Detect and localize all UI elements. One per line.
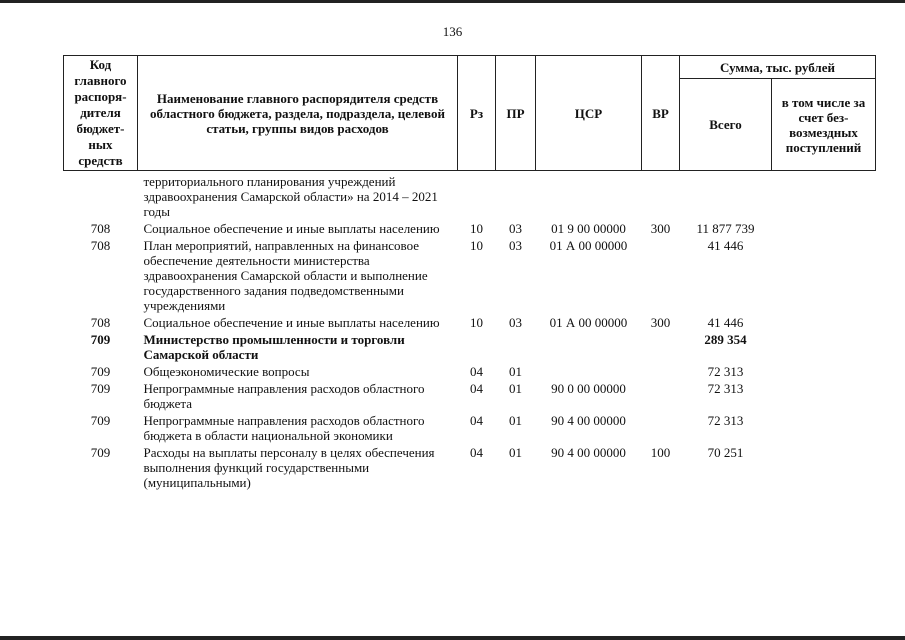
cell-name: План мероприятий, направленных на финансовое обеспечение деятельности министерства здравоохранения Самарской области и выполнение государственного задания подведомственными учреждениями xyxy=(143,238,428,313)
scan-bottom-edge xyxy=(0,636,905,640)
header-incl: в том числе за счет без- возмездных поступлений xyxy=(772,79,876,171)
table-row xyxy=(64,237,876,314)
cell-code: 709 xyxy=(90,332,111,347)
cell-vr xyxy=(642,380,680,412)
cell-code: 709 xyxy=(90,364,111,379)
cell-vr xyxy=(642,331,680,363)
header-total: Всего xyxy=(680,79,772,171)
cell-total: 41 446 xyxy=(707,315,744,330)
cell-csr: 01 А 00 00000 xyxy=(549,238,628,253)
cell-rz: 04 xyxy=(470,413,483,428)
cell-incl xyxy=(772,220,876,237)
cell-name: Социальное обеспечение и иные выплаты населению xyxy=(143,315,440,330)
header-code: Код главного распоря- дителя бюджет- ных средств xyxy=(64,56,138,171)
header-vr: ВР xyxy=(642,56,680,171)
cell-code: 709 xyxy=(90,413,111,428)
table-row xyxy=(64,314,876,331)
cell-pr: 03 xyxy=(509,238,522,253)
cell-code: 708 xyxy=(90,221,111,236)
cell-pr: 01 xyxy=(509,364,522,379)
cell-csr: 90 0 00 00000 xyxy=(551,381,626,396)
cell-vr: 300 xyxy=(650,315,671,330)
cell-csr xyxy=(536,171,642,221)
cell-rz: 10 xyxy=(470,238,483,253)
cell-pr: 01 xyxy=(509,413,522,428)
cell-incl xyxy=(772,412,876,444)
table-row xyxy=(64,171,876,221)
cell-code: 708 xyxy=(90,315,111,330)
cell-total xyxy=(680,171,772,221)
cell-name: Министерство промышленности и торговли Самарской области xyxy=(143,332,405,362)
cell-incl xyxy=(772,363,876,380)
cell-code xyxy=(64,171,138,221)
cell-code: 709 xyxy=(90,445,111,460)
cell-rz: 04 xyxy=(470,381,483,396)
cell-csr xyxy=(536,363,642,380)
header-pr: ПР xyxy=(496,56,536,171)
cell-vr: 300 xyxy=(650,221,671,236)
cell-rz: 04 xyxy=(470,364,483,379)
cell-total: 72 313 xyxy=(707,413,744,428)
budget-table xyxy=(63,55,876,491)
scan-top-edge xyxy=(0,0,905,3)
header-csr: ЦСР xyxy=(536,56,642,171)
cell-csr: 90 4 00 00000 xyxy=(551,445,626,460)
cell-incl xyxy=(772,314,876,331)
cell-rz xyxy=(458,331,496,363)
cell-incl xyxy=(772,331,876,363)
cell-total: 72 313 xyxy=(707,364,744,379)
cell-incl xyxy=(772,171,876,221)
cell-name: территориального планирования учреждений здравоохранения Самарской области» на 2014 – 2021 годы xyxy=(143,174,438,219)
table-row xyxy=(64,412,876,444)
cell-vr xyxy=(642,237,680,314)
cell-total: 41 446 xyxy=(707,238,744,253)
cell-rz xyxy=(458,171,496,221)
table-body xyxy=(64,171,876,492)
cell-rz: 10 xyxy=(470,315,483,330)
cell-vr: 100 xyxy=(650,445,671,460)
page-number: 136 xyxy=(442,24,463,39)
table-row xyxy=(64,220,876,237)
cell-incl xyxy=(772,237,876,314)
header-name: Наименование главного распорядителя средств областного бюджета, раздела, подраздела, целевой статьи, группы видов расходов xyxy=(138,56,458,171)
cell-pr: 01 xyxy=(509,381,522,396)
cell-csr xyxy=(536,331,642,363)
header-sum: Сумма, тыс. рублей xyxy=(680,56,876,79)
cell-pr xyxy=(496,171,536,221)
cell-pr: 03 xyxy=(509,315,522,330)
cell-vr xyxy=(642,363,680,380)
cell-csr: 90 4 00 00000 xyxy=(551,413,626,428)
table-row xyxy=(64,331,876,363)
cell-total: 70 251 xyxy=(707,445,744,460)
cell-total: 11 877 739 xyxy=(696,221,755,236)
cell-name: Непрограммные направления расходов областного бюджета xyxy=(143,381,425,411)
cell-total: 72 313 xyxy=(707,381,744,396)
cell-name: Расходы на выплаты персоналу в целях обеспечения выполнения функций государственными (муниципальными) xyxy=(143,445,435,490)
table-row xyxy=(64,363,876,380)
cell-name: Социальное обеспечение и иные выплаты населению xyxy=(143,221,440,236)
cell-code: 709 xyxy=(90,381,111,396)
cell-pr xyxy=(496,331,536,363)
cell-rz: 10 xyxy=(470,221,483,236)
cell-vr xyxy=(642,412,680,444)
cell-incl xyxy=(772,380,876,412)
cell-name: Непрограммные направления расходов областного бюджета в области национальной экономики xyxy=(143,413,425,443)
cell-incl xyxy=(772,444,876,491)
cell-pr: 03 xyxy=(509,221,522,236)
cell-total: 289 354 xyxy=(704,332,747,347)
cell-pr: 01 xyxy=(509,445,522,460)
cell-code: 708 xyxy=(90,238,111,253)
table-row xyxy=(64,380,876,412)
cell-csr: 01 9 00 00000 xyxy=(551,221,626,236)
cell-vr xyxy=(642,171,680,221)
table-row xyxy=(64,444,876,491)
cell-csr: 01 А 00 00000 xyxy=(549,315,628,330)
table-header xyxy=(64,56,876,171)
cell-name: Общеэкономические вопросы xyxy=(143,364,310,379)
cell-rz: 04 xyxy=(470,445,483,460)
header-rz: Рз xyxy=(458,56,496,171)
